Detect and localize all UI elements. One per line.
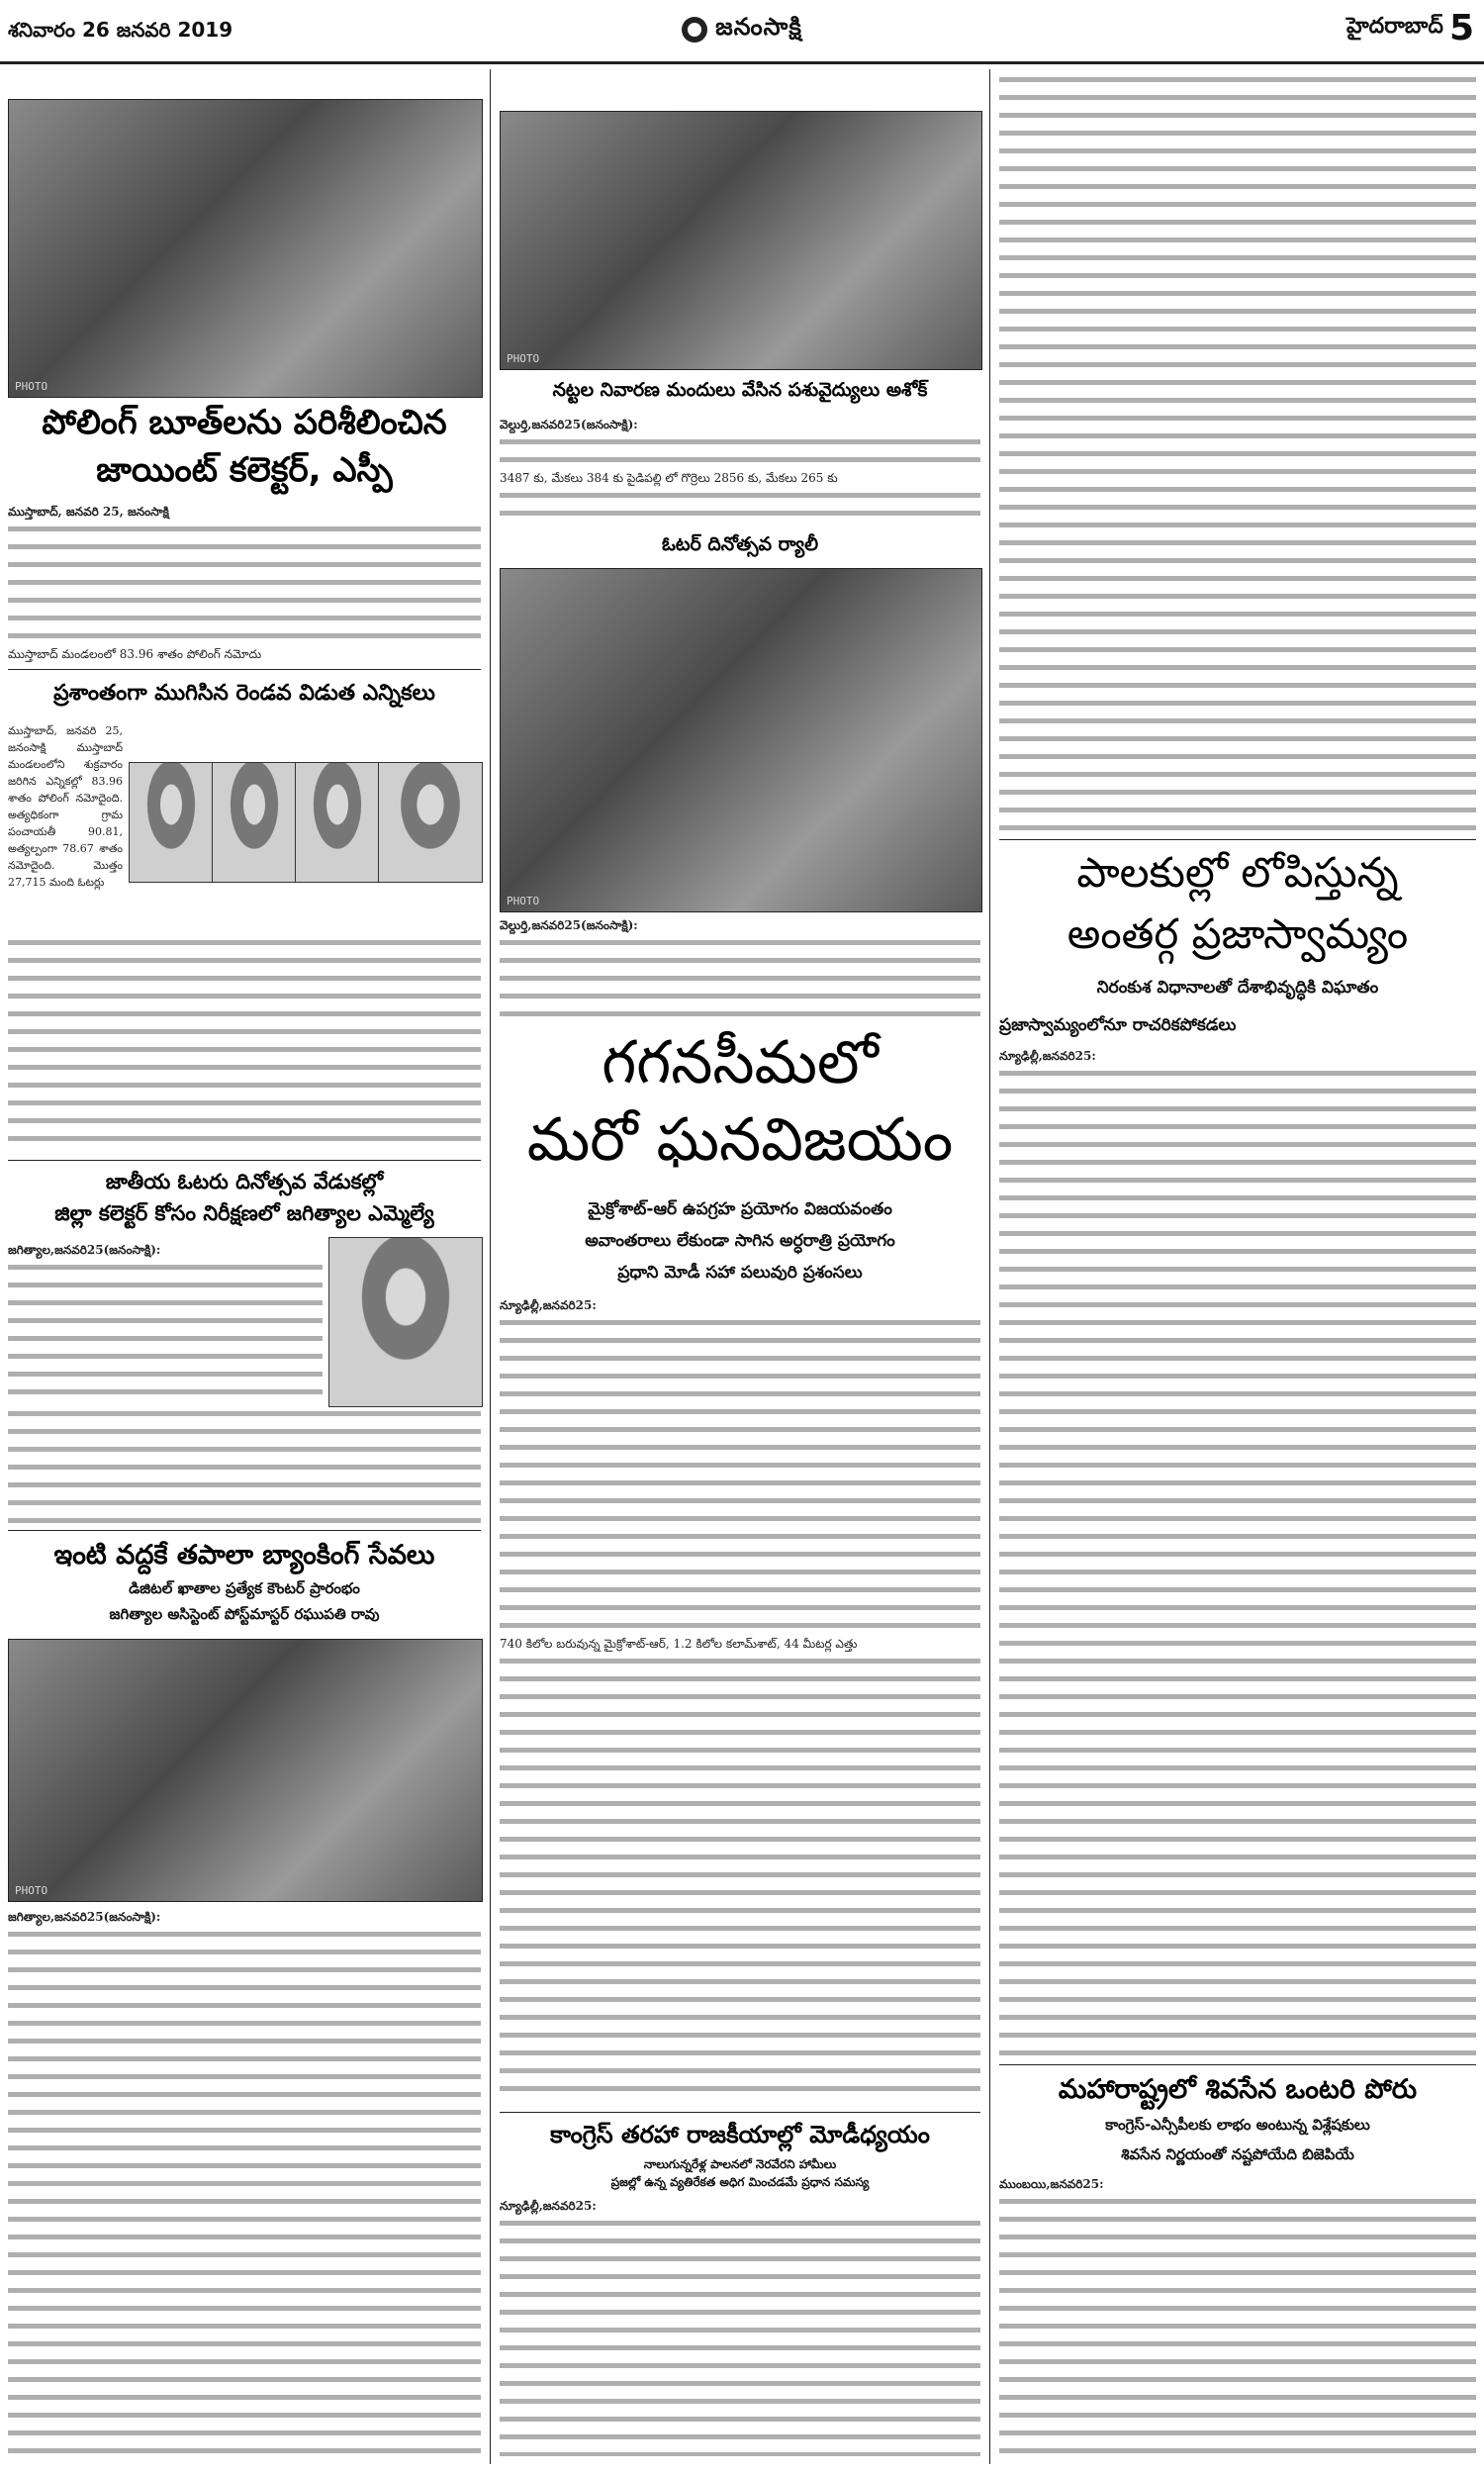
postal-dateline: జగిత్యాల,జనవరి25(జనంసాక్షి): xyxy=(8,1910,161,1924)
divider xyxy=(500,2112,980,2113)
isro-sub-1: మైక్రోశాట్‌-ఆర్‌ ఉపగ్రహ ప్రయోగం విజయవంతం xyxy=(588,1199,892,1219)
democracy-headline-2: అంతర్గ ప్రజాస్వామ్యం xyxy=(1067,909,1409,958)
candidate-photo xyxy=(378,762,483,883)
congress-body xyxy=(500,2197,980,2456)
congress-dateline: న్యూఢిల్లీ,జనవరి25: xyxy=(500,2199,597,2213)
issue-date: శనివారం 26 జనవరి 2019 xyxy=(8,18,233,42)
congress-sub: నాలుగున్నరేళ్ల పాలనలో నెరవేరని హామీలు xyxy=(643,2157,837,2171)
candidate-photo xyxy=(212,762,297,883)
voters-day-body xyxy=(8,1241,323,1399)
democracy-continued-text xyxy=(999,71,1476,833)
shivsena-sub: కాంగ్రెస్‌-ఎన్సీపీలకు లాభం అంటున్న విశ్లేషకులు xyxy=(1105,2116,1370,2134)
masthead xyxy=(0,0,1484,61)
isro-dateline: న్యూఢిల్లీ,జనవరి25: xyxy=(500,1298,597,1312)
postal-body xyxy=(8,1908,481,2454)
masthead-city xyxy=(1346,8,1474,48)
livestock-dateline: వెల్దుర్తి,జనవరి25(జనంసాక్షి): xyxy=(500,418,638,431)
candidate-photo xyxy=(129,762,214,883)
rally-body xyxy=(500,916,980,1023)
voter-rally-photo: PHOTO xyxy=(500,568,982,912)
column-divider xyxy=(989,69,990,2464)
isro-sub-3: ప్రధాని మోడీ సహా పలువురి ప్రశంసలు xyxy=(617,1263,863,1283)
democracy-sub-2: ప్రజాస్వామ్యంలోనూ రాచరికపోకడలు xyxy=(999,1015,1237,1035)
postal-banking-photo: PHOTO xyxy=(8,1639,483,1902)
paper-name: జనంసాక్షి xyxy=(715,13,802,41)
congress-headline: కాంగ్రెస్‌ తరహా రాజకీయాల్లో మోడీధ్యయం xyxy=(550,2121,930,2148)
voters-day-dateline: జగిత్యాల,జనవరి25(జనంసాక్షి): xyxy=(8,1243,161,1257)
logo-emblem-icon xyxy=(682,17,707,43)
divider xyxy=(8,1160,481,1161)
livestock-figures: 3487 కు, మేకలు 384 కు పైడిపల్లి లో గొర్రెలు 2856 కు, మేకలు 265 కు xyxy=(500,471,838,485)
column-divider xyxy=(490,69,491,2464)
isro-headline-2: మరో ఘనవిజయం xyxy=(526,1105,954,1175)
postal-headline: ఇంటి వద్దకే తపాలా బ్యాంకింగ్‌ సేవలు xyxy=(53,1540,435,1571)
voters-day-body-cont xyxy=(8,1405,481,1524)
isro-figures: 740 కిలోల బరువున్న మైక్రోశాట్‌-ఆర్‌, 1.2 కిలోల కలామ్‌శాట్‌, 44 మీటర్ల ఎత్తు xyxy=(500,1637,858,1651)
divider xyxy=(8,669,481,670)
divider xyxy=(999,839,1476,840)
isro-body xyxy=(500,1296,980,2106)
congress-sub-2: ప్రజల్లో ఉన్న వ్యతిరేకత అధిగ మించడమే ప్రధాన సమస్య xyxy=(610,2175,870,2189)
polling-dateline: ముస్తాబాద్‌, జనవరి 25, జనంసాక్షి xyxy=(8,505,169,519)
election2-headline: ప్రశాంతంగా ముగిసిన రెండవ విడుత ఎన్నికలు xyxy=(53,681,435,706)
voters-day-headline-2: జిల్లా కలెక్టర్‌ కోసం నిరీక్షణలో జగిత్యాల ఎమ్మెల్యే xyxy=(54,1201,434,1225)
candidate-photo xyxy=(295,762,380,883)
livestock-photo: PHOTO xyxy=(500,111,982,370)
polling-booth-photo: PHOTO xyxy=(8,99,483,398)
shivsena-sub-2: శివసేన నిర్ణయంతో నష్టపోయేది బిజెపియే xyxy=(1121,2145,1354,2163)
polling-headline-2: జాయింట్‌ కలెక్టర్‌, ఎస్పీ xyxy=(96,450,393,490)
shivsena-dateline: ముంబయి,జనవరి25: xyxy=(999,2177,1104,2191)
mla-portrait-photo xyxy=(328,1237,483,1407)
isro-sub-2: అవాంతరాలు లేకుండా సాగిన అర్ధరాత్రి ప్రయోగం xyxy=(585,1231,895,1251)
polling-body xyxy=(8,503,481,663)
masthead-rule xyxy=(0,61,1484,64)
election2-body xyxy=(8,934,481,1154)
democracy-dateline: న్యూఢిల్లీ,జనవరి25: xyxy=(999,1049,1096,1063)
democracy-body xyxy=(999,1047,1476,2056)
livestock-body xyxy=(500,416,980,523)
rally-dateline: వెల్దుర్తి,జనవరి25(జనంసాక్షి): xyxy=(500,918,638,932)
election2-lead: ముస్తాబాద్‌, జనవరి 25, జనంసాక్షి ముస్తాబాద్‌ మండలంలోని శుక్రవారం జరిగిన ఎన్నికల్లో 83.96 శాతం పోలింగ్‌ నమోదైంది. అత్యధికంగా గ్రామ పంచాయతీ 90.81, అత్యల్పంగా 78.67 శాతం నమోదైంది. మొత్తం 27,715 మంది ఓటర్లు xyxy=(8,724,123,889)
polling-last-line: ముస్తాబాద్‌ మండలంలో 83.96 శాతం పోలింగ్‌ నమోదు xyxy=(8,647,262,661)
divider xyxy=(999,2064,1476,2065)
city-name: హైదరాబాద్ xyxy=(1345,13,1443,39)
isro-headline-1: గగనసీమలో xyxy=(602,1028,879,1097)
page-number: 5 xyxy=(1448,8,1474,48)
livestock-headline: నట్టల నివారణ మందులు వేసిన పశువైద్యులు అశోక్‌ xyxy=(552,379,928,401)
postal-sub-1: డిజిటల్‌ ఖాతాల ప్రత్యేక కౌంటర్‌ ప్రారంభం xyxy=(129,1579,360,1597)
divider xyxy=(8,1530,481,1531)
polling-headline-1: పోలింగ్‌ బూత్‌లను పరిశీలించిన xyxy=(42,403,447,442)
shivsena-body xyxy=(999,2175,1476,2456)
postal-sub-2: జగిత్యాల అసిస్టెంట్‌ పోస్ట్‌మాస్టర్‌ రఘుపతి రావు xyxy=(109,1605,380,1623)
democracy-headline-1: పాలకుల్లో లోపిస్తున్న xyxy=(1076,848,1399,897)
rally-headline: ఓటర్‌ దినోత్సవ ర్యాలీ xyxy=(661,533,819,555)
shivsena-headline: మహారాష్ట్రలో శివసేన ఒంటరి పోరు xyxy=(1058,2074,1418,2105)
voters-day-headline-1: జాతీయ ఓటరు దినోత్సవ వేడుకల్లో xyxy=(105,1170,384,1193)
paper-logo xyxy=(613,10,871,49)
democracy-sub: నిరంకుశ విధానాలతో దేశాభివృద్ధికి విఘాతం xyxy=(1096,978,1379,998)
